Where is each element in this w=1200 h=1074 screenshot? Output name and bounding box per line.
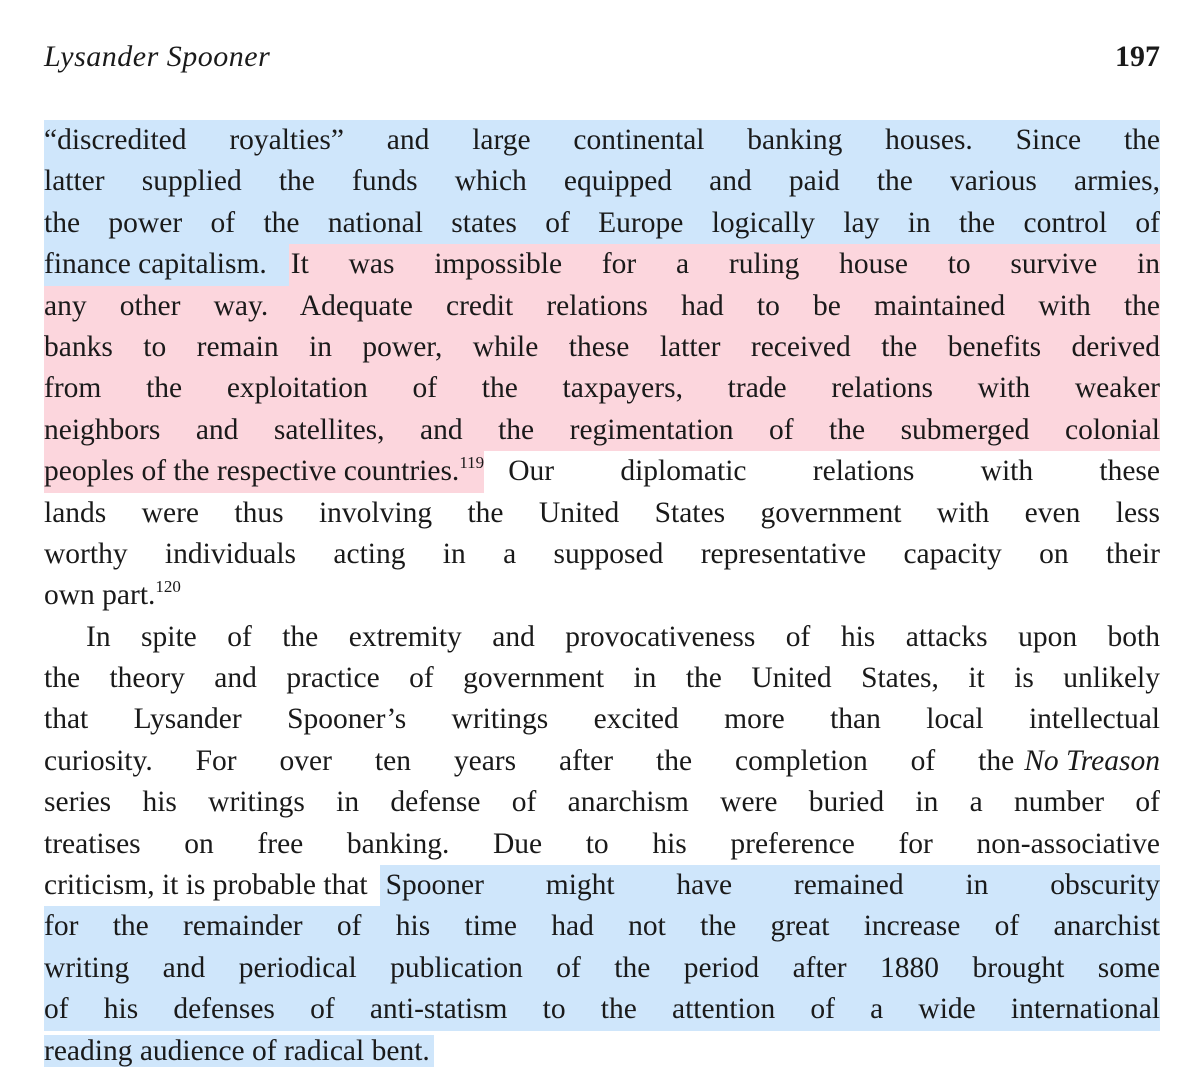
plain-text: In spite of the extremity and provocativeness of his attacks upon both — [86, 620, 1160, 653]
highlight-pink-text: peoples of the respective countries. — [44, 455, 460, 488]
highlight-blue: writing and periodical publication of the period after 1880 brought some — [44, 951, 1160, 984]
highlight-blue: reading audience of radical bent. — [44, 1035, 434, 1067]
text-line — [44, 203, 1160, 244]
running-head: Lysander Spooner — [44, 40, 271, 73]
page-number: 197 — [1115, 40, 1160, 73]
highlight-blue: Spooner might have remained in obscurity — [380, 865, 1160, 906]
text-line — [44, 782, 1160, 823]
text-line — [44, 989, 1160, 1030]
text-line — [44, 286, 1160, 327]
text-line — [44, 906, 1160, 947]
plain-text: that Lysander Spooner’s writings excited more than local intellectual — [44, 703, 1160, 736]
text-line — [44, 741, 1160, 782]
footnote-ref-119: 119 — [459, 453, 485, 473]
highlight-blue: finance capitalism. — [44, 244, 289, 285]
plain-text: Our diplomatic relations with these — [508, 455, 1160, 488]
highlight-pink: from the exploitation of the taxpayers, trade relations with weaker — [44, 372, 1160, 405]
text-line — [44, 368, 1160, 409]
text-line — [44, 410, 1160, 451]
plain-text: treatises on free banking. Due to his preference for non-associative — [44, 827, 1160, 860]
text-line — [44, 865, 1160, 906]
highlight-blue: latter supplied the funds which equipped and paid the various armies, — [44, 165, 1160, 198]
text-line — [44, 1031, 1160, 1072]
plain-text: curiosity. For over ten years after the completion of the — [44, 744, 1015, 777]
plain-text: worthy individuals acting in a supposed representative capacity on their — [44, 537, 1160, 570]
book-title: No Treason — [1024, 744, 1160, 777]
highlight-pink — [44, 451, 484, 492]
highlight-blue: the power of the national states of Europe logically lay in the control of — [44, 206, 1160, 239]
text-line — [44, 120, 1160, 161]
text-line — [44, 327, 1160, 368]
plain-text: criticism, it is probable that — [44, 869, 368, 902]
text-line — [44, 824, 1160, 865]
highlight-blue: for the remainder of his time had not the great increase of anarchist — [44, 910, 1160, 943]
plain-text: the theory and practice of government in the United States, it is unlikely — [44, 662, 1160, 695]
highlight-pink: any other way. Adequate credit relations had to be maintained with the — [44, 289, 1160, 322]
text-line — [44, 161, 1160, 202]
text-line — [44, 699, 1160, 740]
text-line — [44, 534, 1160, 575]
highlight-blue: “discredited royalties” and large continental banking houses. Since the — [44, 124, 1160, 156]
page-header — [44, 40, 1160, 84]
highlight-pink: It was impossible for a ruling house to survive in — [289, 244, 1160, 285]
text-line — [44, 948, 1160, 989]
plain-text: own part. — [44, 579, 156, 612]
text-line — [44, 244, 1160, 285]
footnote-ref-120: 120 — [155, 577, 181, 597]
plain-text: series his writings in defense of anarchism were buried in a number of — [44, 786, 1160, 819]
text-line — [44, 451, 1160, 492]
text-line — [44, 658, 1160, 699]
highlight-blue: of his defenses of anti-statism to the attention of a wide international — [44, 993, 1160, 1026]
highlight-pink: neighbors and satellites, and the regimentation of the submerged colonial — [44, 413, 1160, 446]
page-body — [44, 120, 1160, 1072]
text-line — [44, 617, 1160, 658]
text-line — [44, 575, 1160, 616]
text-line — [44, 493, 1160, 534]
plain-text: lands were thus involving the United States government with even less — [44, 496, 1160, 529]
highlight-pink: banks to remain in power, while these latter received the benefits derived — [44, 330, 1160, 363]
